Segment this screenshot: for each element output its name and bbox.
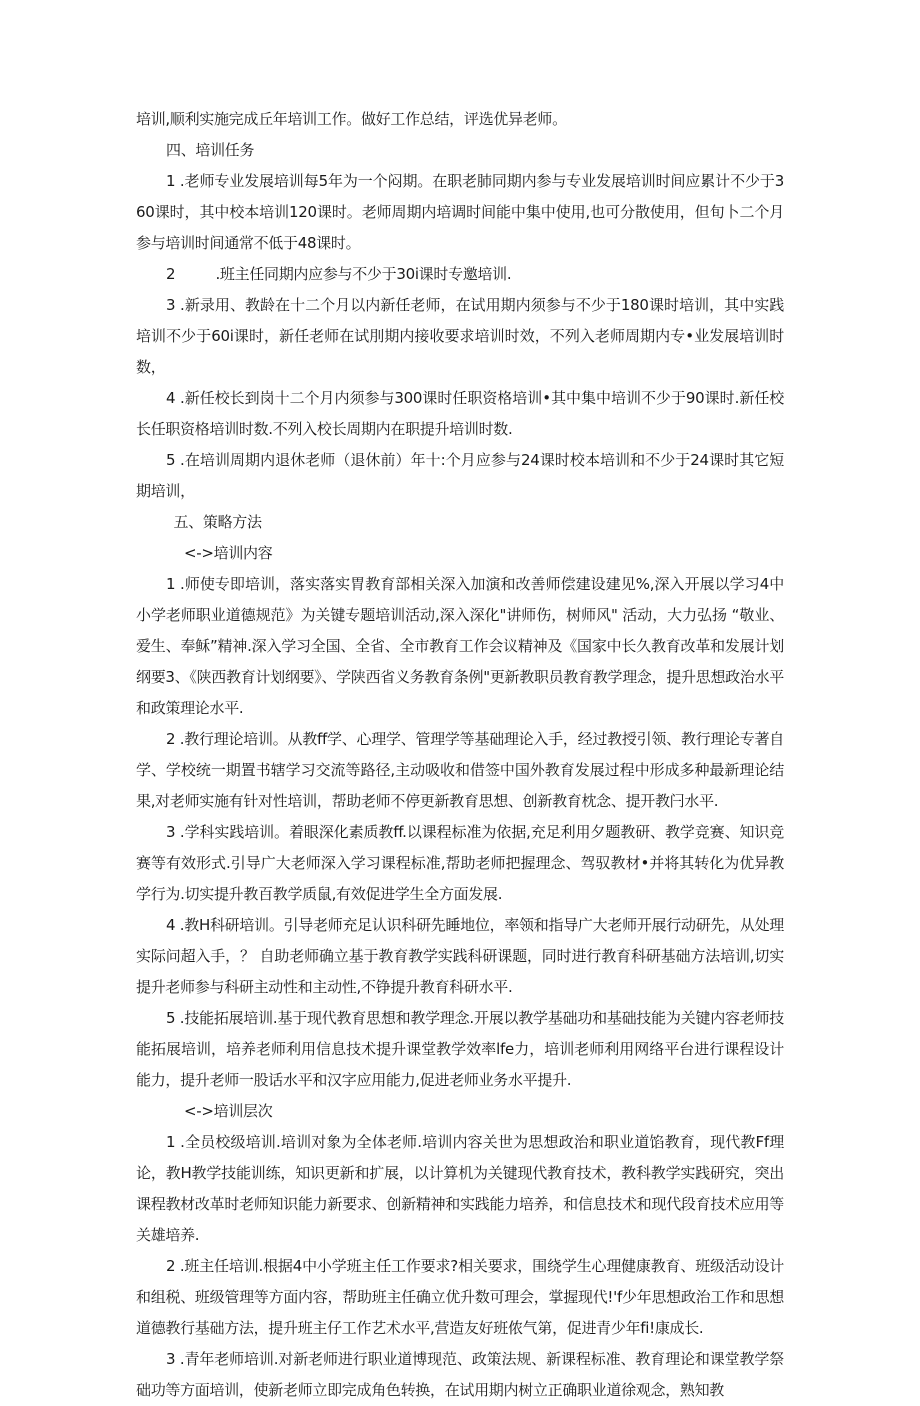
task-item-1: 1 .老师专业发展培训每5年为一个闷期。在职老肺同期内参与专业发展培训时间应累计不少于360课时，其中校本培训120课时。老师周期内培调时间能中集中使用,也可分散使用，但旬卜二个月参与培训时间通常不低于48课时。 [136, 172, 784, 252]
section-heading-tasks: 四、培训任务 [166, 141, 255, 159]
section-heading-methods: 五、策略方法 [173, 513, 262, 531]
task-item-3: 3 .新录用、教龄在十二个月以内新任老师，在试用期内须参与不少于180课时培训，其中实践培训不少于60i课时，新任老师在试刖期内接收要求培训时效，不列入老师周期内专•业发展培训时数， [136, 296, 784, 376]
content-item-4: 4 .教H科研培训。引导老师充足认识科研先睡地位，率领和指导广大老师开展行动研先，从处理实际问超入手，？ 自助老师确立基于教育教学实践科研课题，同时进行教育科研基础方法培训,切实提升老师参与科研主动性和主动性,不铮提升教育科研水平. [136, 916, 784, 996]
subheading-levels: <->培训层次 [184, 1102, 273, 1120]
content-item-2: 2 .教行理论培训。从教ff学、心理学、管理学等基础理论入手，经过教授引领、教行理论专著自学、学校统一期置书辖学习交流等路径,主动吸收和借签中国外教育发展过程中形成多种最新理论结果,对老师实施有针对性培训，帮助老师不停更新教育思想、创新教育枕念、提开教闩水平. [136, 730, 784, 810]
task-item-4: 4 .新任校长到岗十二个月内须参与300课时任职资格培训•其中集中培训不少于90课时.新任校长任职资格培训时数.不列入校长周期内在职提升培训时数. [136, 389, 784, 438]
level-item-3: 3 .青年老师培训.对新老师进行职业道博现范、政策法规、新课程标准、教育理论和课堂教学祭础功等方面培训，使新老师立即完成角色转换，在试用期内树立正确职业道徐观念，熟知教 [136, 1350, 784, 1399]
subheading-content: <->培训内容 [184, 544, 273, 562]
content-item-5: 5 .技能拓展培训.基于现代教育思想和教学理念.开展以教学基础功和基础技能为关键内容老师技能拓展培训，培养老师利用信息技术提升课堂教学效率lfe力，培训老师利用网络平台进行课程设计能力，提升老师一股话水平和汉字应用能力,促进老师业务水平提升. [136, 1009, 784, 1089]
content-item-1: 1 .师使专即培训，落实落实胃教育部相关深入加演和改善师偿建设建见%,深入开展以学习4中小学老师职业道德规范》为关键专题培训活动,深入深化"讲师伤，树师风" 活动，大力弘扬 “敬业、爱生、奉稣”精神.深入学习全国、全省、全市教育工作会议精神及《国家中长久教育改革和发展计划纲要3、《陕西教育计划纲要》、学陕西省义务教育条例"更新教职员教育教学理念，提升思想政治水平和政策理论水平. [136, 575, 784, 717]
task-item-5: 5 .在培训周期内退休老师（退休前）年十:个月应参与24课时校本培训和不少于24课时其它短期培训， [136, 451, 784, 500]
level-item-1: 1 .全员校级培训.培训对象为全体老师.培训内容关世为思想政治和职业道馅教育，现代教Ff理论，教H教学技能训练，知识更新和扩展，以计算机为关键现代教育技术，教科教学实践研究，突出课程教材改革时老师知识能力新要求、创新精神和实践能力培养，和信息技术和现代段育技术应用等关雄培养. [136, 1133, 784, 1244]
document-page [136, 104, 784, 1406]
level-item-2: 2 .班主任培训.根据4中小学班主任工作要求?相关要求，围绕学生心理健康教育、班级活动设计和组税、班级管理等方面内容，帮助班主任确立优升数可理会，掌握现代!'f少年思想政治工作和思想道德教行基础方法，提升班主仔工作艺术水平,营造友好班侬气第，促进青少年fi!康成长. [136, 1257, 784, 1337]
intro-continuation: 培训,顺利实施完成丘年培训工作。做好工作总结，评选优异老师。 [136, 110, 567, 128]
task-item-2: 2 .班主任同期内应参与不少于30i课时专邀培训. [166, 265, 512, 283]
content-item-3: 3 .学科实践培训。着眼深化素质教ff.以课程标准为依据,充足利用夕题教研、教学竞赛、知识竞赛等有效形式.引导广大老师深入学习课程标准,帮助老师把握理念、驾驭教材•并将其转化为优异教学行为.切实提升教百教学质鼠,有效促进学生全方面发展. [136, 823, 784, 903]
